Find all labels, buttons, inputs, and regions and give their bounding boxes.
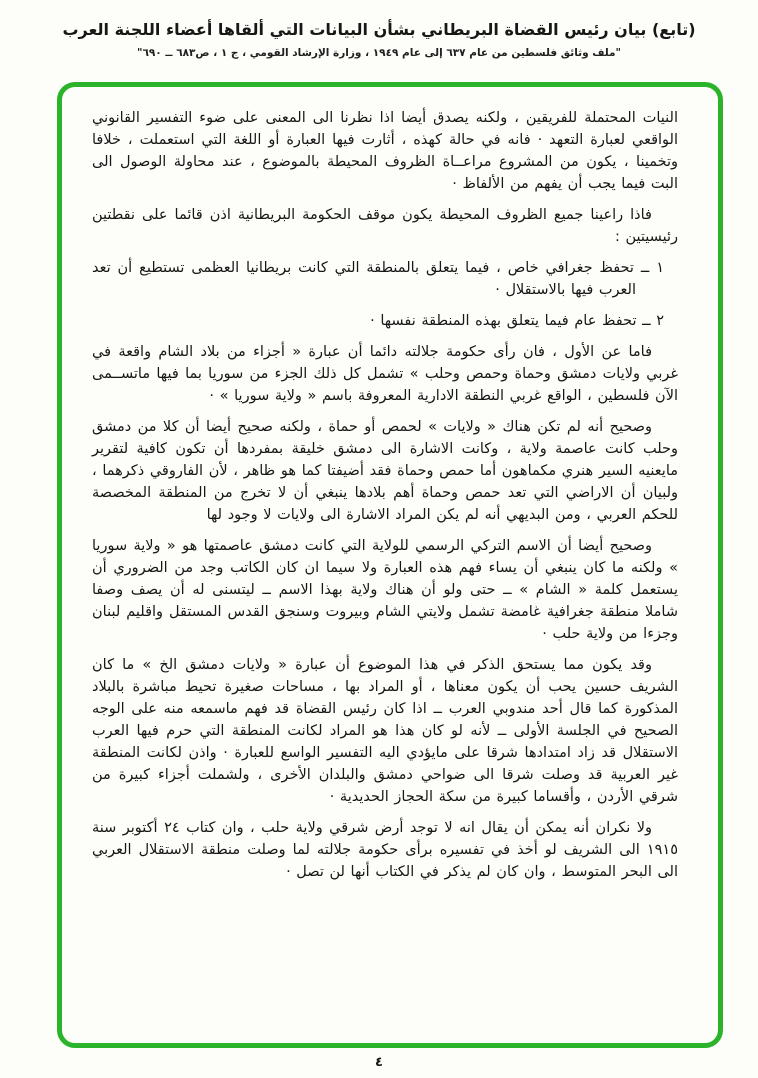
list-item: ١ ــ تحفظ جغرافي خاص ، فيما يتعلق بالمنطقة التي كانت بريطانيا العظمى تستطيع أن تعد العرب فيها بالاستقلال · [92,260,664,298]
page-number: ٤ [375,1055,383,1070]
list-item: ٢ ــ تحفظ عام فيما يتعلق بهذه المنطقة نفسها · [370,313,664,329]
paragraph: ولا نكران أنه يمكن أن يقال انه لا توجد أرض شرقي ولاية حلب ، وان كتاب ٢٤ أكتوبر سنة ١٩١٥ الى الشريف لو أخذ في تفسيره برأى حكومة جلالته لما وصلت منطقة الاستقلال العربي الى البحر المتوسط ، وان كان لم يذكر في الكتاب أنها لن تصل · [92,820,678,880]
paragraph: وصحيح أيضا أن الاسم التركي الرسمي للولاية التي كانت دمشق عاصمتها هو « ولاية سوريا » ولكنه ما كان ينبغي أن يساء فهم هذه العبارة ولا سيما ان كان الكاتب وجد من الضروري أن يستعمل كلمة « الشام » ــ حتى ولو أن هناك ولاية بهذا الاسم ــ ليتسنى له أن يصف وصفا شاملا منطقة جغرافية غامضة تشمل ولايتي الشام وبيروت وسنجق القدس المستقل واقليم لبنان وجزءا من ولاية حلب · [92,538,678,642]
source-citation: "ملف وثائق فلسطين من عام ٦٣٧ إلى عام ١٩٤٩ ، وزارة الإرشاد القومي ، ج ١ ، ص٦٨٣ ــ ٦٩٠" [136,47,622,59]
document-frame [57,82,723,1048]
paragraph: فاذا راعينا جميع الظروف المحيطة يكون موقف الحكومة البريطانية اذن قائما على نقطتين رئيسيتين : [92,207,678,245]
paragraph: فاما عن الأول ، فان رأى حكومة جلالته دائما أن عبارة « أجزاء من بلاد الشام واقعة في غربي ولايات دمشق وحماة وحمص وحلب » تشمل كل ذلك الجزء من سوريا بما فيها ماتســمى الآن فلسطين ، الواقع غربي النطقة الادارية المعروفة باسم « ولاية سوريا » · [92,344,678,404]
paragraph: النيات المحتملة للفريقين ، ولكنه يصدق أيضا اذا نظرنا الى المعنى على ضوء التفسير القانوني الواقعي لعبارة التعهد · فانه في حالة كهذه ، أثارت فيها العبارة أو اللغة التي استعملت ، خلافا وتخمينا ، يكون من المشروع مراعــاة الظروف المحيطة بالموضوع ، عند محاولة الوصول الى البت فيما يجب أن يفهم من الألفاظ · [92,110,678,192]
page-title: (تابع) بيان رئيس القضاة البريطاني بشأن البيانات التي ألقاها أعضاء اللجنة العرب [62,20,696,39]
document-body [62,87,718,908]
paragraph: وقد يكون مما يستحق الذكر في هذا الموضوع أن عبارة « ولايات دمشق الخ » ما كان الشريف حسين يحب أن يكون معناها ، أو المراد بها ، مساحات صغيرة تحيط مباشرة بالبلاد المذكورة كما قال أحد مندوبي العرب ــ اذا كان رئيس القضاة قد فهم ماسمعه منه على الوجه الصحيح في الجلسة الأولى ــ لأنه لو كان هذا هو المراد لكانت المنطقة التي حرم فيها العرب الاستقلال قد زاد امتدادها شرقا على مايؤدي اليه التفسير الواسع للعبارة · واذن لكانت المنطقة غير العربية قد وصلت شرقا الى ضواحي دمشق والبلدان الأخرى ، ولشملت أجزاء كبيرة من شرقي الأردن ، وأقساما كبيرة من سكة الحجاز الحديدية · [92,657,678,805]
paragraph: وصحيح أنه لم تكن هناك « ولايات » لحمص أو حماة ، ولكنه صحيح أيضا أن كلا من دمشق وحلب كانت عاصمة ولاية ، وكانت الاشارة الى دمشق خليقة بمفردها أن تكون كافية لتقرير مايعنيه السير هنري مكماهون أما حمص وحماة فقد أضيفتا كما هو ظاهر ، لأن الفاروقي ذكرهما ، ولبيان أن الاراضي التي تعد حمص وحماة أهم بلادها ينبغي أن لا تخرج من المنطقة المخصصة للحكم العربي ، ومن البديهي أنه لم يكن المراد الاشارة الى ولايات لا وجود لها [92,419,678,523]
document-header [0,0,758,59]
